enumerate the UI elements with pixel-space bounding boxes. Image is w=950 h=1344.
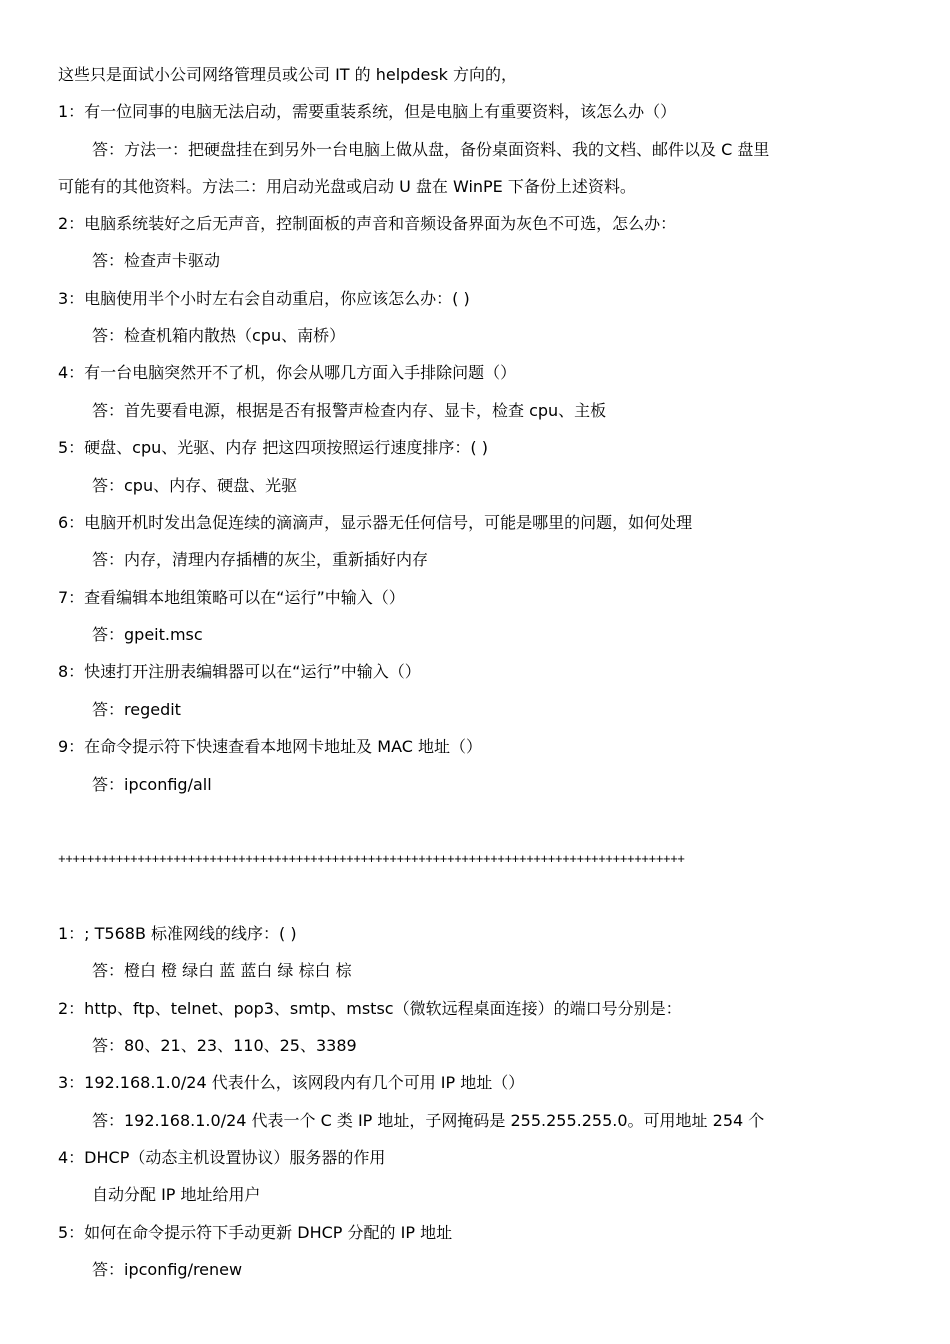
answer-1-line-1: 答：方法一：把硬盘挂在到另外一台电脑上做从盘，备份桌面资料、我的文档、邮件以及 C 盘里 bbox=[92, 140, 770, 159]
answer-1-line-2: 可能有的其他资料。方法二：用启动光盘或启动 U 盘在 WinPE 下备份上述资料。 bbox=[58, 177, 636, 196]
question-7: 7：查看编辑本地组策略可以在“运行”中输入（） bbox=[58, 588, 405, 607]
network-answer-1: 答：橙白 橙 绿白 蓝 蓝白 绿 棕白 棕 bbox=[92, 961, 352, 980]
answer-9: 答：ipconfig/all bbox=[92, 775, 212, 794]
question-6: 6：电脑开机时发出急促连续的滴滴声，显示器无任何信号，可能是哪里的问题，如何处理 bbox=[58, 513, 693, 532]
answer-2: 答：检查声卡驱动 bbox=[92, 251, 221, 270]
answer-3: 答：检查机箱内散热（cpu、南桥） bbox=[92, 326, 346, 345]
network-question-3: 3：192.168.1.0/24 代表什么，该网段内有几个可用 IP 地址（） bbox=[58, 1073, 525, 1092]
intro-text: 这些只是面试小公司网络管理员或公司 IT 的 helpdesk 方向的， bbox=[58, 65, 518, 84]
question-2: 2：电脑系统装好之后无声音，控制面板的声音和音频设备界面为灰色不可选，怎么办： bbox=[58, 214, 677, 233]
network-answer-5: 答：ipconfig/renew bbox=[92, 1260, 243, 1279]
network-answer-2: 答：80、21、23、110、25、3389 bbox=[92, 1036, 357, 1055]
question-9: 9：在命令提示符下快速查看本地网卡地址及 MAC 地址（） bbox=[58, 737, 482, 756]
section-separator: +++++++++++++++++++++++++++++++++++++++++++++++++++++++++++++++++++++++++++++++++++++++ bbox=[58, 852, 685, 867]
answer-8: 答：regedit bbox=[92, 700, 181, 719]
answer-5: 答：cpu、内存、硬盘、光驱 bbox=[92, 476, 298, 495]
network-answer-4: 自动分配 IP 地址给用户 bbox=[92, 1185, 261, 1204]
question-8: 8：快速打开注册表编辑器可以在“运行”中输入（） bbox=[58, 662, 421, 681]
question-3: 3：电脑使用半个小时左右会自动重启，你应该怎么办：( ) bbox=[58, 289, 470, 308]
question-1: 1：有一位同事的电脑无法启动，需要重装系统，但是电脑上有重要资料，该怎么办（） bbox=[58, 102, 677, 121]
answer-6: 答：内存，清理内存插槽的灰尘，重新插好内存 bbox=[92, 550, 429, 569]
network-answer-3: 答：192.168.1.0/24 代表一个 C 类 IP 地址，子网掩码是 255.255.255.0。可用地址 254 个 bbox=[92, 1111, 765, 1130]
network-question-4: 4：DHCP（动态主机设置协议）服务器的作用 bbox=[58, 1148, 386, 1167]
answer-7: 答：gpeit.msc bbox=[92, 625, 203, 644]
question-4: 4：有一台电脑突然开不了机，你会从哪几方面入手排除问题（） bbox=[58, 363, 517, 382]
network-question-5: 5：如何在命令提示符下手动更新 DHCP 分配的 IP 地址 bbox=[58, 1223, 453, 1242]
question-5: 5：硬盘、cpu、光驱、内存 把这四项按照运行速度排序：( ) bbox=[58, 438, 488, 457]
network-question-1: 1：; T568B 标准网线的线序：( ) bbox=[58, 924, 297, 943]
network-question-2: 2：http、ftp、telnet、pop3、smtp、mstsc（微软远程桌面连接）的端口号分别是： bbox=[58, 999, 682, 1018]
answer-4: 答：首先要看电源，根据是否有报警声检查内存、显卡，检查 cpu、主板 bbox=[92, 401, 607, 420]
